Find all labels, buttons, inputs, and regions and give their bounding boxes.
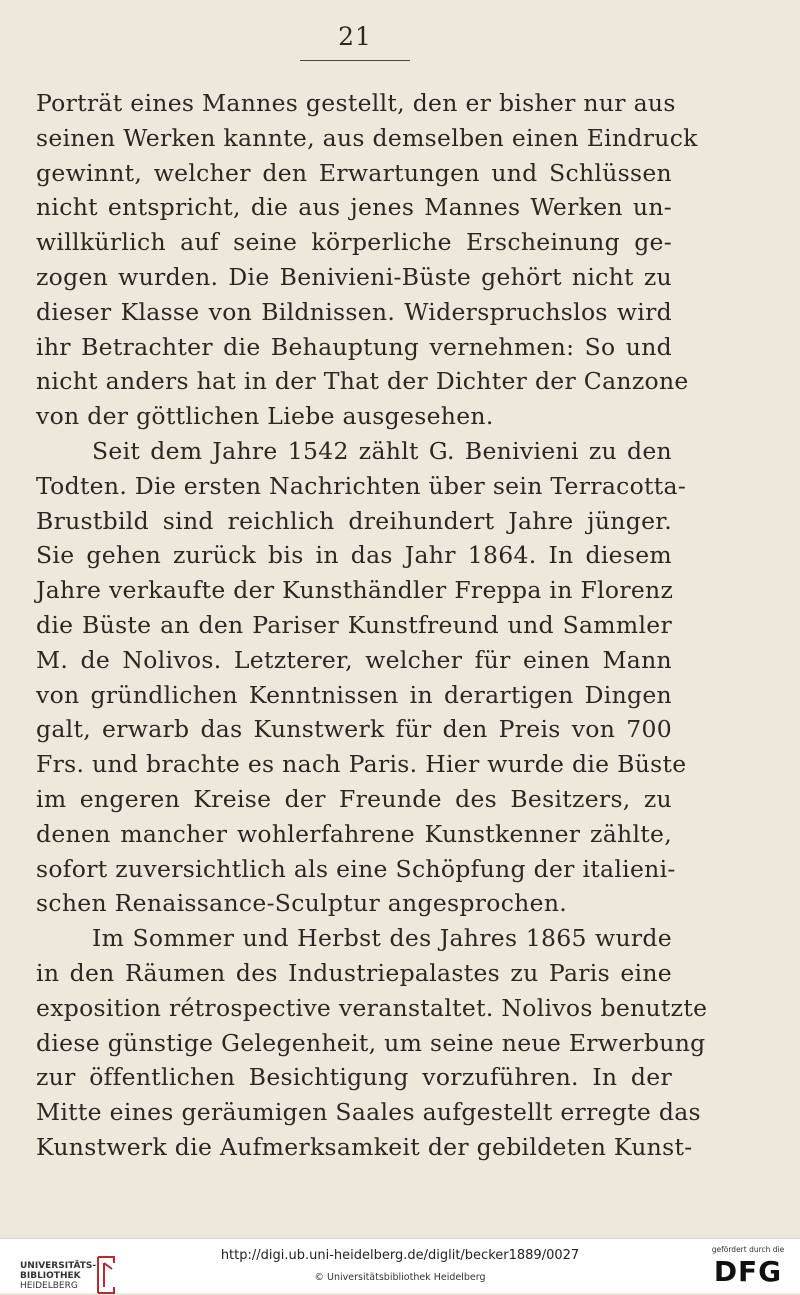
page-number-rule bbox=[300, 60, 410, 61]
text-line: im engeren Kreise der Freunde des Besitzers, zu bbox=[36, 784, 672, 813]
text-line: Jahre verkaufte der Kunsthändler Freppa in Florenz bbox=[36, 576, 674, 605]
library-name-line-3: HEIDELBERG bbox=[20, 1281, 78, 1291]
text-line: die Büste an den Pariser Kunstfreund und Sammler bbox=[36, 610, 672, 639]
text-line: denen mancher wohlerfahrene Kunstkenner zählte, bbox=[36, 819, 672, 848]
text-line: galt, erwarb das Kunstwerk für den Preis von 700 bbox=[36, 715, 672, 744]
viewer-footer bbox=[0, 1238, 800, 1293]
text-line: zogen wurden. Die Benivieni-Büste gehört nicht zu bbox=[36, 262, 672, 291]
text-line: schen Renaissance-Sculptur angesprochen. bbox=[36, 889, 568, 918]
text-line: ihr Betrachter die Behauptung vernehmen: So und bbox=[36, 332, 672, 361]
text-line: Brustbild sind reichlich dreihundert Jahre jünger. bbox=[36, 506, 672, 535]
text-line: nicht entspricht, die aus jenes Mannes Werken un- bbox=[36, 193, 672, 222]
text-line: zur öffentlichen Besichtigung vorzuführen. In der bbox=[36, 1063, 672, 1092]
library-logo[interactable] bbox=[10, 1249, 118, 1291]
text-line: von der göttlichen Liebe ausgesehen. bbox=[36, 402, 494, 431]
text-line: seinen Werken kannte, aus demselben einen Eindruck bbox=[36, 123, 698, 152]
library-name-line-2: BIBLIOTHEK bbox=[20, 1271, 81, 1281]
text-line: dieser Klasse von Bildnissen. Widerspruchslos wird bbox=[36, 297, 672, 326]
dfg-logo[interactable]: DFG bbox=[713, 1255, 783, 1288]
text-line: gewinnt, welcher den Erwartungen und Schlüssen bbox=[36, 158, 672, 187]
permalink-url[interactable]: http://digi.ub.uni-heidelberg.de/diglit/becker1889/0027 bbox=[220, 1248, 580, 1263]
text-line: Im Sommer und Herbst des Jahres 1865 wurde bbox=[92, 924, 672, 953]
text-line: nicht anders hat in der That der Dichter der Canzone bbox=[36, 367, 689, 396]
text-line: diese günstige Gelegenheit, um seine neue Erwerbung bbox=[36, 1028, 706, 1057]
text-line: Sie gehen zurück bis in das Jahr 1864. In diesem bbox=[36, 541, 672, 570]
dfg-caption: gefördert durch die bbox=[711, 1245, 785, 1254]
page-number: 21 bbox=[338, 22, 372, 51]
body-text bbox=[36, 86, 708, 1165]
text-line: Mitte eines geräumigen Saales aufgestellt erregte das bbox=[36, 1098, 701, 1127]
text-line: sofort zuversichtlich als eine Schöpfung der italieni- bbox=[36, 854, 676, 883]
text-line: von gründlichen Kenntnissen in derartigen Dingen bbox=[36, 680, 672, 709]
text-line: Seit dem Jahre 1542 zählt G. Benivieni zu den bbox=[92, 436, 672, 465]
text-line: Porträt eines Mannes gestellt, den er bisher nur aus bbox=[36, 89, 676, 117]
text-line: Frs. und brachte es nach Paris. Hier wurde die Büste bbox=[36, 750, 687, 779]
library-name-line-1: UNIVERSITÄTS- bbox=[20, 1261, 97, 1271]
library-mark-icon bbox=[92, 1253, 118, 1295]
copyright-notice: © Universitätsbibliothek Heidelberg bbox=[314, 1272, 486, 1283]
text-line: Todten. Die ersten Nachrichten über sein Terracotta- bbox=[36, 471, 687, 500]
library-logo-text bbox=[20, 1261, 100, 1291]
text-line: willkürlich auf seine körperliche Erscheinung ge- bbox=[36, 228, 672, 257]
text-line: exposition rétrospective veranstaltet. Nolivos benutzte bbox=[36, 993, 708, 1022]
text-line: M. de Nolivos. Letzterer, welcher für einen Mann bbox=[36, 645, 672, 674]
text-line: Kunstwerk die Aufmerksamkeit der gebildeten Kunst- bbox=[36, 1132, 693, 1161]
text-line: in den Räumen des Industriepalastes zu Paris eine bbox=[36, 958, 672, 987]
